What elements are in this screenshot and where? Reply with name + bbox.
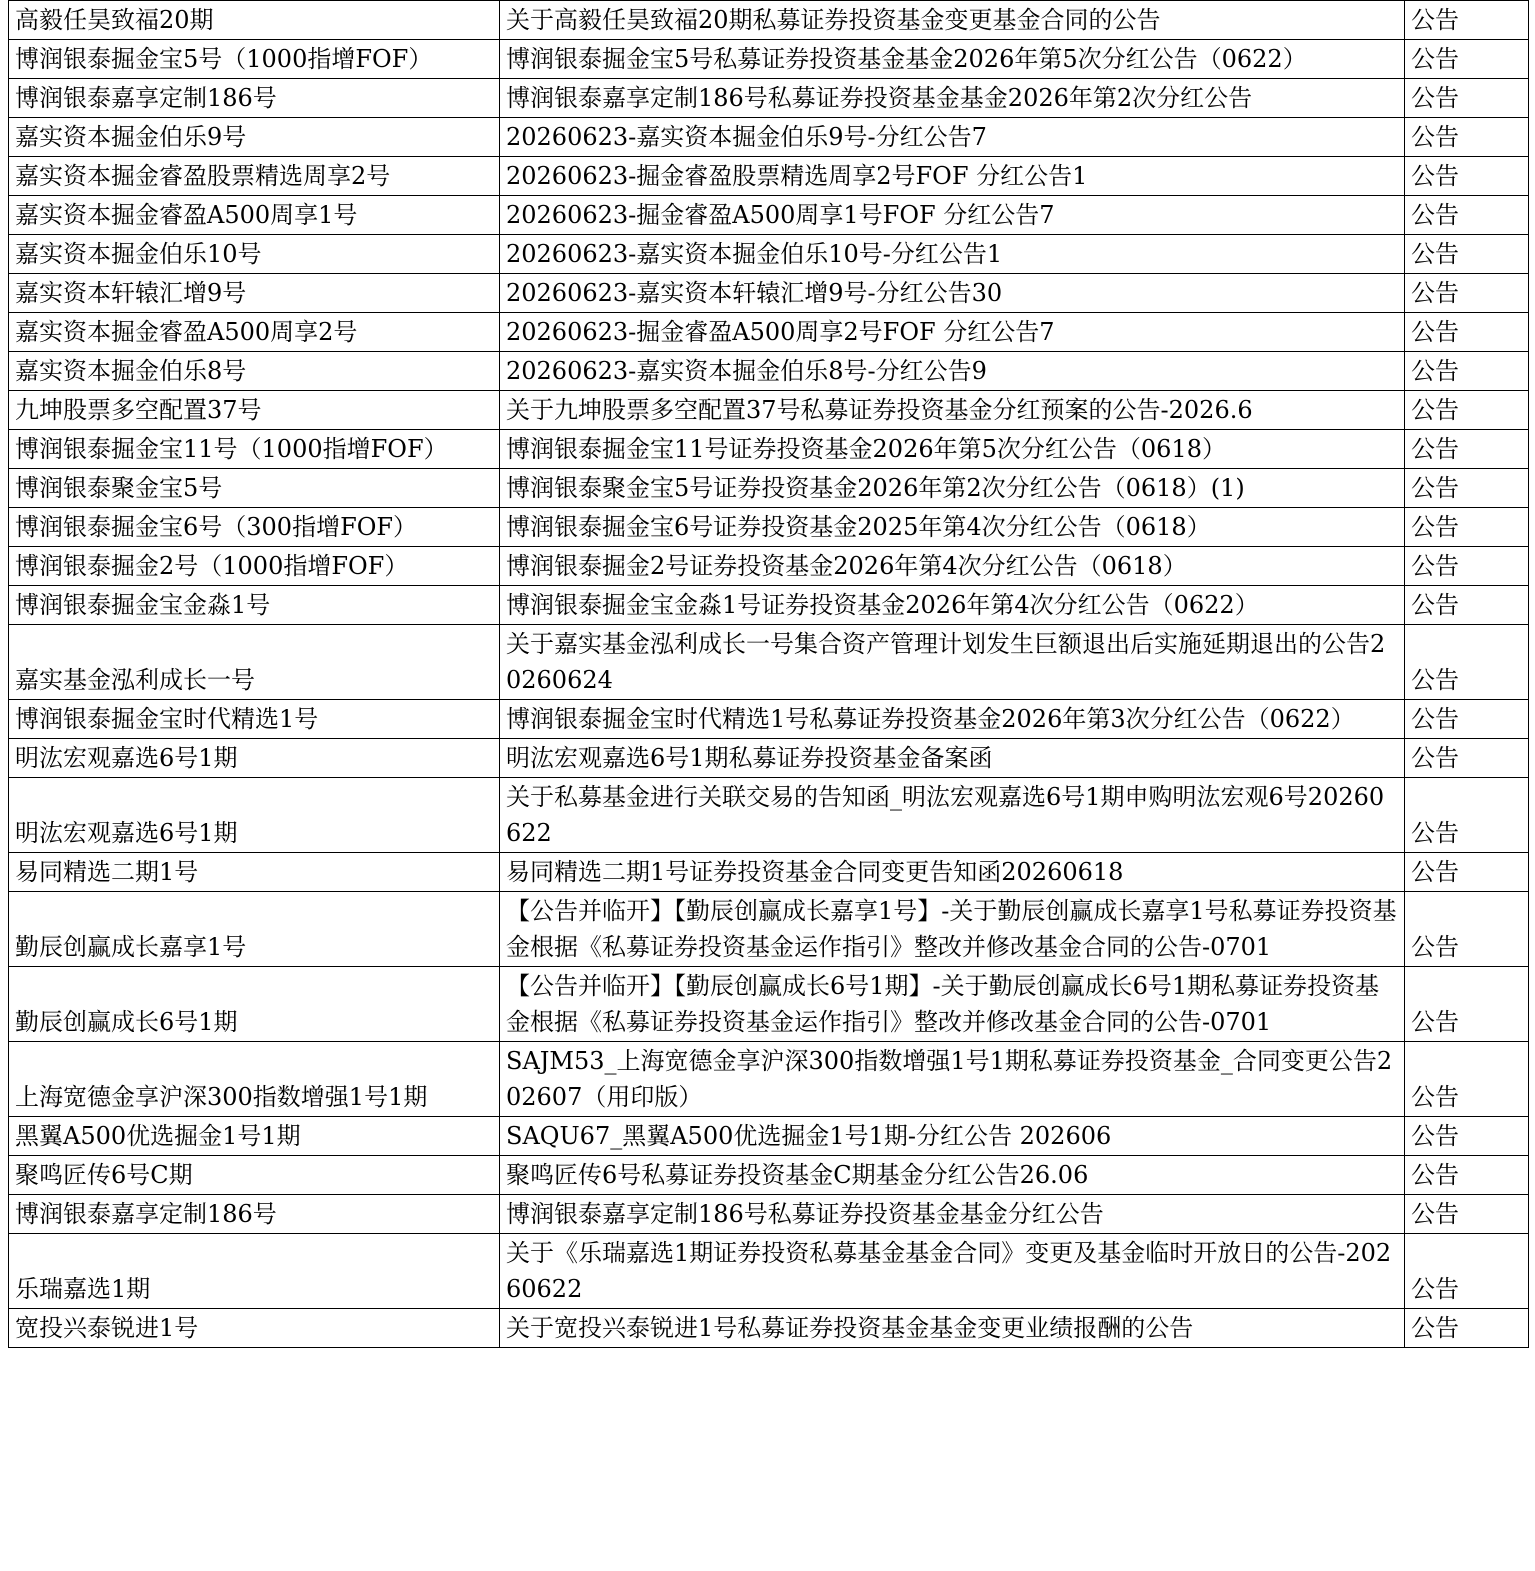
fund-name-cell: 嘉实资本掘金伯乐9号 [9, 118, 500, 157]
table-row [9, 508, 1529, 547]
fund-name-cell: 嘉实资本轩辕汇增9号 [9, 274, 500, 313]
fund-name-cell: 嘉实基金泓利成长一号 [9, 625, 500, 700]
document-type-cell: 公告 [1405, 547, 1529, 586]
table-row [9, 1195, 1529, 1234]
document-type-cell: 公告 [1405, 508, 1529, 547]
table-row [9, 1042, 1529, 1117]
document-type-cell: 公告 [1405, 1042, 1529, 1117]
announcement-title-cell: 博润银泰嘉享定制186号私募证券投资基金基金分红公告 [500, 1195, 1405, 1234]
announcement-table-body [9, 0, 1529, 1348]
announcement-table [8, 0, 1529, 1348]
fund-name-cell: 勤辰创赢成长6号1期 [9, 967, 500, 1042]
fund-name-cell: 九坤股票多空配置37号 [9, 391, 500, 430]
announcement-title-cell: 易同精选二期1号证券投资基金合同变更告知函20260618 [500, 853, 1405, 892]
announcement-title-cell: 聚鸣匠传6号私募证券投资基金C期基金分红公告26.06 [500, 1156, 1405, 1195]
fund-name-cell: 明汯宏观嘉选6号1期 [9, 778, 500, 853]
fund-name-cell: 嘉实资本掘金伯乐8号 [9, 352, 500, 391]
announcement-title-cell: 关于九坤股票多空配置37号私募证券投资基金分红预案的公告-2026.6 [500, 391, 1405, 430]
document-type-cell: 公告 [1405, 586, 1529, 625]
document-type-cell: 公告 [1405, 853, 1529, 892]
fund-name-cell: 嘉实资本掘金睿盈股票精选周享2号 [9, 157, 500, 196]
announcement-title-cell: 【公告并临开】【勤辰创赢成长嘉享1号】-关于勤辰创赢成长嘉享1号私募证券投资基金根据《私募证券投资基金运作指引》整改并修改基金合同的公告-0701 [500, 892, 1405, 967]
fund-name-cell: 易同精选二期1号 [9, 853, 500, 892]
announcement-title-cell: 20260623-掘金睿盈股票精选周享2号FOF 分红公告1 [500, 157, 1405, 196]
fund-name-cell: 勤辰创赢成长嘉享1号 [9, 892, 500, 967]
fund-name-cell: 博润银泰嘉享定制186号 [9, 1195, 500, 1234]
announcement-title-cell: 明汯宏观嘉选6号1期私募证券投资基金备案函 [500, 739, 1405, 778]
document-type-cell: 公告 [1405, 469, 1529, 508]
announcement-title-cell: 20260623-嘉实资本掘金伯乐10号-分红公告1 [500, 235, 1405, 274]
document-type-cell: 公告 [1405, 1309, 1529, 1348]
announcement-title-cell: 20260623-嘉实资本掘金伯乐9号-分红公告7 [500, 118, 1405, 157]
announcement-title-cell: 博润银泰掘金宝金淼1号证券投资基金2026年第4次分红公告（0622） [500, 586, 1405, 625]
fund-name-cell: 博润银泰嘉享定制186号 [9, 79, 500, 118]
document-type-cell: 公告 [1405, 430, 1529, 469]
fund-name-cell: 明汯宏观嘉选6号1期 [9, 739, 500, 778]
table-row [9, 625, 1529, 700]
table-row [9, 967, 1529, 1042]
table-row [9, 892, 1529, 967]
announcement-title-cell: 20260623-嘉实资本轩辕汇增9号-分红公告30 [500, 274, 1405, 313]
table-row [9, 430, 1529, 469]
table-row [9, 586, 1529, 625]
announcement-title-cell: 博润银泰掘金宝6号证券投资基金2025年第4次分红公告（0618） [500, 508, 1405, 547]
document-type-cell: 公告 [1405, 1195, 1529, 1234]
announcement-title-cell: 博润银泰掘金宝11号证券投资基金2026年第5次分红公告（0618） [500, 430, 1405, 469]
document-type-cell: 公告 [1405, 118, 1529, 157]
fund-name-cell: 博润银泰掘金宝时代精选1号 [9, 700, 500, 739]
table-row [9, 352, 1529, 391]
fund-name-cell: 嘉实资本掘金睿盈A500周享2号 [9, 313, 500, 352]
document-type-cell: 公告 [1405, 1117, 1529, 1156]
announcement-title-cell: 关于私募基金进行关联交易的告知函_明汯宏观嘉选6号1期申购明汯宏观6号20260622 [500, 778, 1405, 853]
fund-name-cell: 博润银泰掘金宝6号（300指增FOF） [9, 508, 500, 547]
announcement-title-cell: 博润银泰掘金宝5号私募证券投资基金基金2026年第5次分红公告（0622） [500, 40, 1405, 79]
fund-name-cell: 上海宽德金享沪深300指数增强1号1期 [9, 1042, 500, 1117]
document-type-cell: 公告 [1405, 274, 1529, 313]
announcement-title-cell: 博润银泰聚金宝5号证券投资基金2026年第2次分红公告（0618）(1) [500, 469, 1405, 508]
table-row [9, 778, 1529, 853]
fund-name-cell: 宽投兴泰锐进1号 [9, 1309, 500, 1348]
table-row [9, 1234, 1529, 1309]
table-row [9, 1, 1529, 40]
fund-name-cell: 乐瑞嘉选1期 [9, 1234, 500, 1309]
document-type-cell: 公告 [1405, 892, 1529, 967]
announcement-title-cell: 关于高毅任昊致福20期私募证券投资基金变更基金合同的公告 [500, 1, 1405, 40]
table-row [9, 547, 1529, 586]
document-type-cell: 公告 [1405, 1234, 1529, 1309]
announcement-title-cell: 关于宽投兴泰锐进1号私募证券投资基金基金变更业绩报酬的公告 [500, 1309, 1405, 1348]
announcement-title-cell: 20260623-嘉实资本掘金伯乐8号-分红公告9 [500, 352, 1405, 391]
announcement-title-cell: 博润银泰嘉享定制186号私募证券投资基金基金2026年第2次分红公告 [500, 79, 1405, 118]
document-type-cell: 公告 [1405, 196, 1529, 235]
table-row [9, 118, 1529, 157]
announcement-title-cell: 博润银泰掘金宝时代精选1号私募证券投资基金2026年第3次分红公告（0622） [500, 700, 1405, 739]
fund-name-cell: 嘉实资本掘金伯乐10号 [9, 235, 500, 274]
table-row [9, 700, 1529, 739]
document-type-cell: 公告 [1405, 625, 1529, 700]
document-type-cell: 公告 [1405, 79, 1529, 118]
announcement-title-cell: SAQU67_黑翼A500优选掘金1号1期-分红公告 202606 [500, 1117, 1405, 1156]
table-row [9, 235, 1529, 274]
table-row [9, 739, 1529, 778]
document-type-cell: 公告 [1405, 1, 1529, 40]
table-row [9, 853, 1529, 892]
fund-name-cell: 博润银泰掘金2号（1000指增FOF） [9, 547, 500, 586]
fund-name-cell: 博润银泰聚金宝5号 [9, 469, 500, 508]
document-type-cell: 公告 [1405, 700, 1529, 739]
table-row [9, 469, 1529, 508]
document-type-cell: 公告 [1405, 235, 1529, 274]
fund-name-cell: 博润银泰掘金宝金淼1号 [9, 586, 500, 625]
announcement-title-cell: 【公告并临开】【勤辰创赢成长6号1期】-关于勤辰创赢成长6号1期私募证券投资基金根据《私募证券投资基金运作指引》整改并修改基金合同的公告-0701 [500, 967, 1405, 1042]
document-type-cell: 公告 [1405, 967, 1529, 1042]
table-row [9, 196, 1529, 235]
fund-name-cell: 嘉实资本掘金睿盈A500周享1号 [9, 196, 500, 235]
fund-name-cell: 聚鸣匠传6号C期 [9, 1156, 500, 1195]
table-row [9, 1117, 1529, 1156]
document-type-cell: 公告 [1405, 778, 1529, 853]
document-type-cell: 公告 [1405, 313, 1529, 352]
announcement-title-cell: SAJM53_上海宽德金享沪深300指数增强1号1期私募证券投资基金_合同变更公告202607（用印版） [500, 1042, 1405, 1117]
table-row [9, 1156, 1529, 1195]
announcement-title-cell: 关于嘉实基金泓利成长一号集合资产管理计划发生巨额退出后实施延期退出的公告20260624 [500, 625, 1405, 700]
document-type-cell: 公告 [1405, 157, 1529, 196]
announcement-title-cell: 20260623-掘金睿盈A500周享2号FOF 分红公告7 [500, 313, 1405, 352]
fund-name-cell: 博润银泰掘金宝5号（1000指增FOF） [9, 40, 500, 79]
table-row [9, 391, 1529, 430]
document-type-cell: 公告 [1405, 391, 1529, 430]
document-type-cell: 公告 [1405, 1156, 1529, 1195]
table-row [9, 313, 1529, 352]
document-type-cell: 公告 [1405, 739, 1529, 778]
fund-name-cell: 博润银泰掘金宝11号（1000指增FOF） [9, 430, 500, 469]
table-row [9, 1309, 1529, 1348]
document-type-cell: 公告 [1405, 352, 1529, 391]
document-type-cell: 公告 [1405, 40, 1529, 79]
fund-name-cell: 黑翼A500优选掘金1号1期 [9, 1117, 500, 1156]
table-row [9, 274, 1529, 313]
announcement-title-cell: 博润银泰掘金2号证券投资基金2026年第4次分红公告（0618） [500, 547, 1405, 586]
table-row [9, 40, 1529, 79]
table-row [9, 79, 1529, 118]
announcement-title-cell: 关于《乐瑞嘉选1期证券投资私募基金基金合同》变更及基金临时开放日的公告-20260622 [500, 1234, 1405, 1309]
announcement-title-cell: 20260623-掘金睿盈A500周享1号FOF 分红公告7 [500, 196, 1405, 235]
fund-name-cell: 高毅任昊致福20期 [9, 1, 500, 40]
table-row [9, 157, 1529, 196]
